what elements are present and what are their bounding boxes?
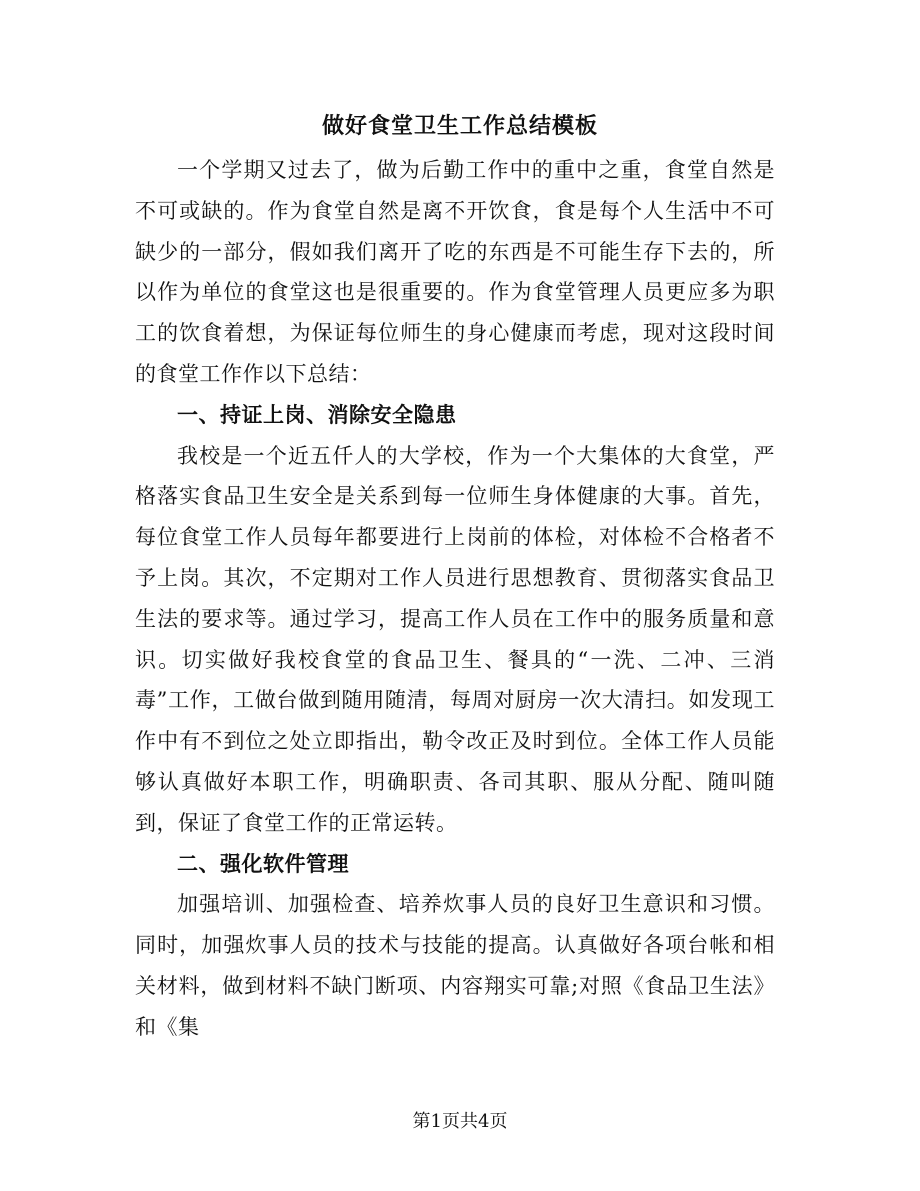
page-number-footer: 第1页共4页 — [412, 1111, 508, 1132]
document-title: 做好食堂卫生工作总结模板 — [321, 113, 598, 139]
section-heading-1: 一、持证上岗、消除安全隐患 — [177, 401, 457, 427]
document-body — [135, 150, 775, 1048]
paragraph-section-1: 我校是一个近五仟人的大学校，作为一个大集体的大食堂，严格落实食品卫生安全是关系到每一位师生身体健康的大事。首先，每位食堂工作人员每年都要进行上岗前的体检，对体检不合格者不予上岗。其次，不定期对工作人员进行思想教育、贯彻落实食品卫生法的要求等。通过学习，提高工作人员在工作中的服务质量和意识。切实做好我校食堂的食品卫生、餐具的“一洗、二冲、三消毒”工作，工做台做到随用随清，每周对厨房一次大清扫。如发现工作中有不到位之处立即指出，勒令改正及时到位。全体工作人员能够认真做好本职工作，明确职责、各司其职、服从分配、随叫随到，保证了食堂工作的正常运转。 — [135, 443, 775, 835]
section-heading-2: 二、强化软件管理 — [177, 850, 349, 876]
paragraph-section-2: 加强培训、加强检查、培养炊事人员的良好卫生意识和习惯。同时，加强炊事人员的技术与技能的提高。认真做好各项台帐和相关材料，做到材料不缺门断项、内容翔实可靠;对照《食品卫生法》和《集 — [135, 892, 775, 1039]
paragraph-intro: 一个学期又过去了，做为后勤工作中的重中之重，食堂自然是不可或缺的。作为食堂自然是离不开饮食，食是每个人生活中不可缺少的一部分，假如我们离开了吃的东西是不可能生存下去的，所以作为单位的食堂这也是很重要的。作为食堂管理人员更应多为职工的饮食着想，为保证每位师生的身心健康而考虑，现对这段时间的食堂工作作以下总结： — [135, 158, 775, 386]
